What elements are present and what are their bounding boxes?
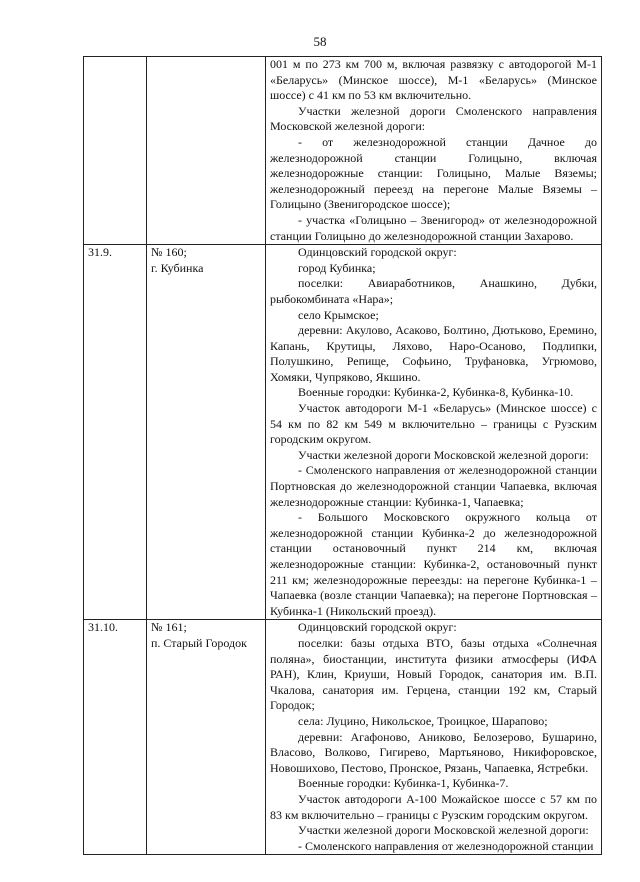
description-paragraph: Военные городки: Кубинка-1, Кубинка-7.: [298, 776, 509, 791]
description-paragraph: Участки железной дороги Смоленского направления Московской железной дороги:: [270, 103, 597, 134]
district-description-cell: [266, 620, 602, 855]
district-name-cell: [147, 57, 266, 245]
description-paragraph: Участки железной дороги Московской железной дороги:: [298, 447, 589, 462]
description-paragraph: - Смоленского направления от железнодорожной станции Портновская до железнодорожной станции Чапаевка, включая железнодорожные станции: Кубинка-1, Чапаевка;: [270, 463, 597, 509]
description-paragraph: село Крымское;: [298, 307, 379, 322]
description-paragraph: деревни: Агафоново, Аниково, Белозерово, Бушарино, Власово, Волково, Гигирево, Мартьяново, Никифоровское, Новошихово, Пестово, Пронское, Рязань, Чапаевка, Ястребки.: [270, 729, 597, 775]
district-name-line: № 161;: [151, 620, 187, 635]
description-paragraph: поселки: Авиаработников, Анашкино, Дубки, рыбокомбината «Нара»;: [270, 276, 597, 306]
row-number-cell: 31.9.: [84, 245, 147, 620]
table-row: [84, 245, 602, 620]
page-number: 58: [313, 34, 327, 49]
description-paragraph: Участки железной дороги Московской железной дороги:: [298, 823, 589, 838]
description-paragraph: 001 м по 273 км 700 м, включая развязку с автодорогой М-1 «Беларусь» (Минское шоссе), М-1 «Беларусь» (Минское шоссе) с 41 км по 53 км включительно.: [270, 57, 597, 103]
district-description-cell: [266, 245, 602, 620]
row-number-cell: [84, 57, 147, 245]
description-paragraph: - Смоленского направления от железнодорожной станции: [298, 838, 594, 853]
description-paragraph: Военные городки: Кубинка-2, Кубинка-8, Кубинка-10.: [298, 385, 574, 400]
district-name-line: № 160;: [151, 245, 187, 260]
table-row: [84, 57, 602, 245]
description-paragraph: села: Луцино, Никольское, Троицкое, Шарапово;: [298, 713, 548, 728]
district-name-cell: [147, 245, 266, 620]
district-name-line: п. Старый Городок: [151, 635, 247, 650]
description-paragraph: - от железнодорожной станции Дачное до железнодорожной станции Голицыно, включая железнодорожные станции: Голицыно, Малые Вяземы; железнодорожный переезд на перегоне Малые Вяземы – Голицыно (Звенигородское шоссе);: [270, 134, 597, 212]
row-number-cell: 31.10.: [84, 620, 147, 855]
district-name-line: г. Кубинка: [151, 260, 204, 275]
description-paragraph: деревни: Акулово, Асаково, Болтино, Дютьково, Еремино, Капань, Крутицы, Ляхово, Наро-Осаново, Подлипки, Полушкино, Репище, Софьино, Труфановка, Угрюмово, Хомяки, Чупряково, Якшино.: [270, 323, 597, 384]
district-description-cell: [266, 57, 602, 245]
description-paragraph: город Кубинка;: [298, 260, 376, 275]
table-body: [84, 57, 602, 855]
districts-table: [83, 56, 602, 855]
description-paragraph: Участок автодороги М-1 «Беларусь» (Минское шоссе) с 54 км по 82 км 549 м включительно – границы с Рузским городским округом.: [270, 401, 597, 447]
description-paragraph: - участка «Голицыно – Звенигород» от железнодорожной станции Голицыно до железнодорожной станции Захарово.: [270, 212, 597, 243]
table-row: [84, 620, 602, 855]
description-paragraph: Одинцовский городской округ:: [298, 245, 457, 260]
description-paragraph: Одинцовский городской округ:: [298, 620, 457, 635]
description-paragraph: поселки: базы отдыха ВТО, базы отдыха «Солнечная поляна», биостанции, института физики атмосферы (ИФА РАН), Клин, Криуши, Новый Городок, санатория им. В.П. Чкалова, санатория им. Герцена, станции 192 км, Старый Городок;: [270, 635, 597, 713]
description-paragraph: Участок автодороги А-100 Можайское шоссе с 57 км по 83 км включительно – границы с Рузским городским округом.: [270, 791, 597, 822]
description-paragraph: - Большого Московского окружного кольца от железнодорожной станции Кубинка-2 до железнодорожной станции остановочный пункт 214 км, включая железнодорожные станции: Кубинка-2, остановочный пункт 211 км; железнодорожные переезды: на перегоне Кубинка-1 – Чапаевка (возле станции Чапаевка); на перегоне Портновская – Кубинка-1 (Никольский проезд).: [270, 510, 597, 618]
district-name-cell: [147, 620, 266, 855]
